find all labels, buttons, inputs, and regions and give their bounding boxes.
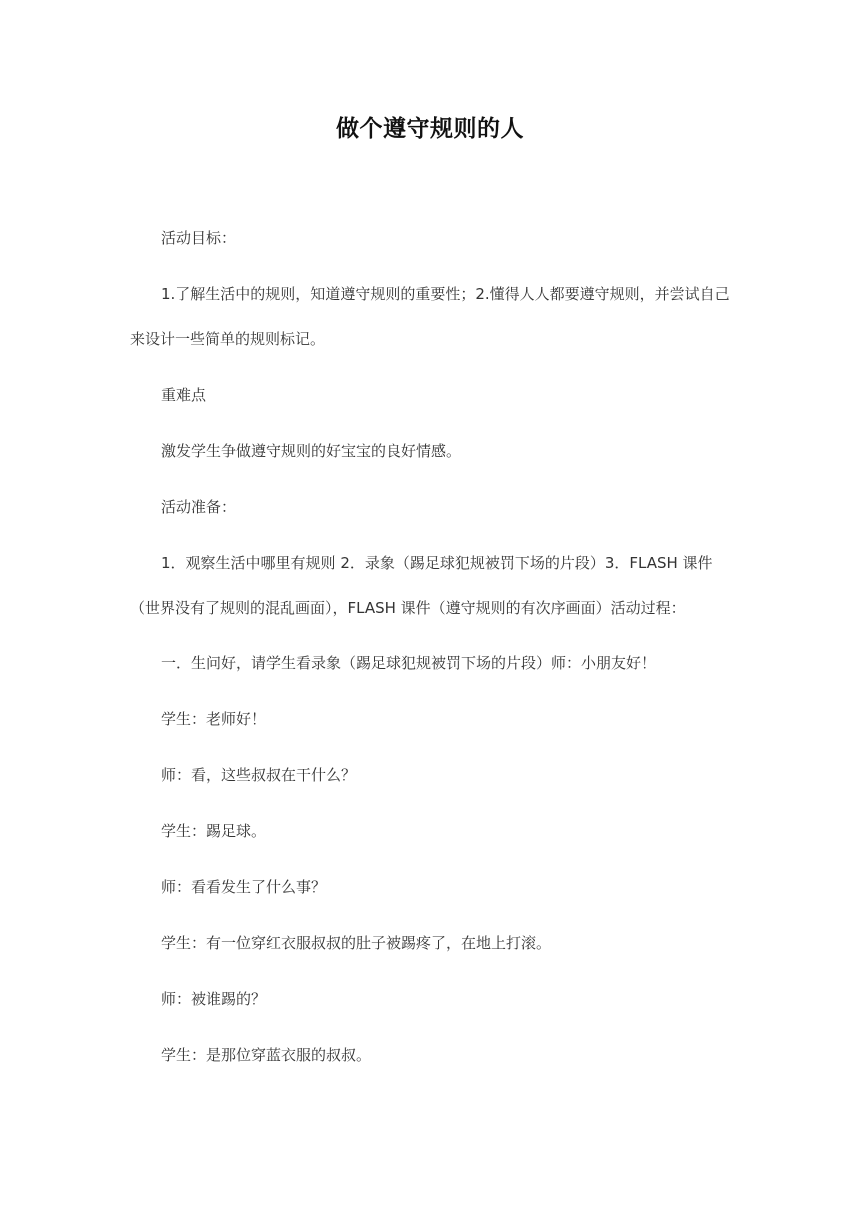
paragraph-dialogue-1: 一．生问好，请学生看录象（踢足球犯规被罚下场的片段）师：小朋友好！ <box>161 654 657 672</box>
document-title: 做个遵守规则的人 <box>336 116 524 142</box>
paragraph-dialogue-2: 学生：老师好！ <box>161 710 267 728</box>
paragraph-preparation: 1．观察生活中哪里有规则 2．录象（踢足球犯规被罚下场的片段）3．FLASH 课件（世界没有了规则的混乱画面），FLASH 课件（遵守规则的有次序画面）活动过程： <box>130 554 713 617</box>
paragraph-dialogue-3: 师：看，这些叔叔在干什么？ <box>161 766 357 784</box>
paragraph-key-points-heading: 重难点 <box>161 386 207 404</box>
paragraph-dialogue-4: 学生：踢足球。 <box>161 822 267 840</box>
paragraph-activity-goals-heading: 活动目标： <box>161 229 237 247</box>
paragraph-dialogue-7: 师：被谁踢的？ <box>161 990 267 1008</box>
paragraph-dialogue-5: 师：看看发生了什么事？ <box>161 878 327 896</box>
paragraph-dialogue-6: 学生：有一位穿红衣服叔叔的肚子被踢疼了，在地上打滚。 <box>161 934 552 952</box>
paragraph-preparation-heading: 活动准备： <box>161 498 237 516</box>
paragraph-key-points: 激发学生争做遵守规则的好宝宝的良好情感。 <box>161 442 462 460</box>
paragraph-activity-goals: 1.了解生活中的规则，知道遵守规则的重要性；2.懂得人人都要遵守规则，并尝试自己来设计一些简单的规则标记。 <box>130 285 730 348</box>
paragraph-dialogue-8: 学生：是那位穿蓝衣服的叔叔。 <box>161 1046 372 1064</box>
